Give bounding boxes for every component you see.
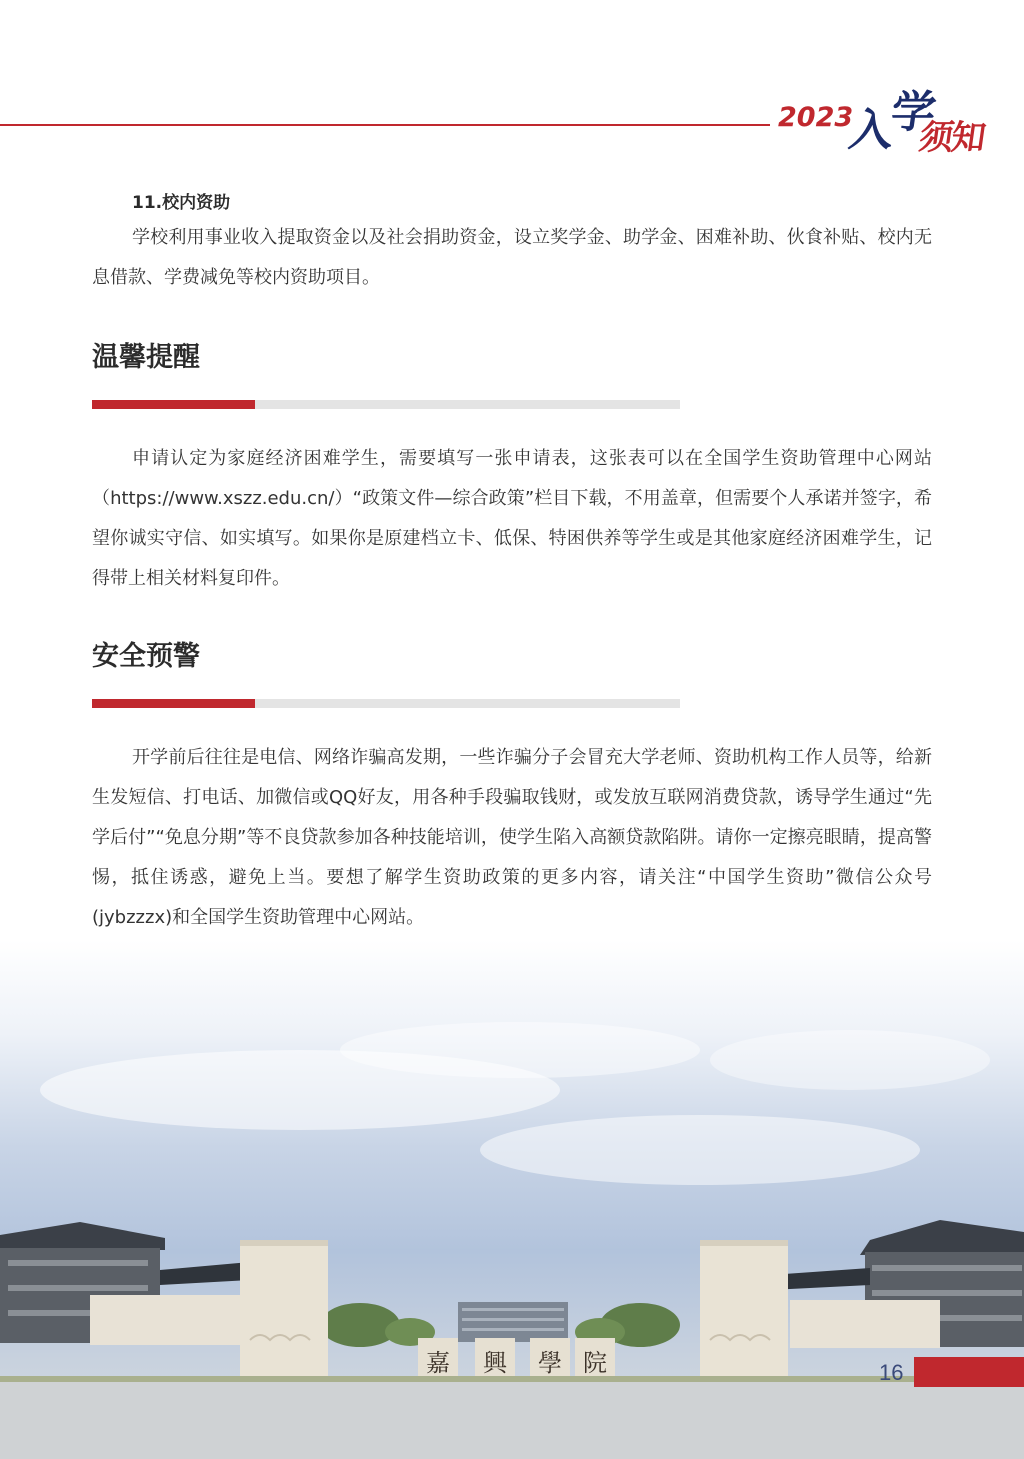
page-corner-block <box>914 1357 1024 1387</box>
header-title-ru: 入 <box>845 105 897 156</box>
gate-inscription-char-3: 學 <box>538 1349 562 1377</box>
gate-inscription-char-1: 嘉 <box>426 1349 450 1377</box>
paragraph-financial-aid: 学校利用事业收入提取资金以及社会捐助资金，设立奖学金、助学金、困难补助、伙食补贴、校内无息借款、学费减免等校内资助项目。 <box>92 227 932 288</box>
gate-inscription-char-2: 興 <box>483 1349 507 1377</box>
paragraph-warning: 开学前后往往是电信、网络诈骗高发期，一些诈骗分子会冒充大学老师、资助机构工作人员等，给新生发短信、打电话、加微信或QQ好友，用各种手段骗取钱财，或发放互联网消费贷款，诱导学生通过“先学后付”“免息分期”等不良贷款参加各种技能培训，使学生陷入高额贷款陷阱。请你一定擦亮眼睛，提高警惕，抵住诱惑，避免上当。要想了解学生资助政策的更多内容，请关注“中国学生资助”微信公众号(jybzzzx)和全国学生资助管理中心网站。 <box>92 747 932 928</box>
header-logo-title <box>845 76 1000 158</box>
section-divider-reminder <box>92 400 680 409</box>
section-divider-warning <box>92 699 680 708</box>
main-content <box>92 180 932 938</box>
campus-gate-illustration <box>0 940 1024 1459</box>
section-title-warning: 安全预警 <box>92 641 200 672</box>
page-number: 16 <box>879 1360 904 1385</box>
header-title-xue: 学 <box>887 87 939 138</box>
section-title-reminder: 温馨提醒 <box>92 342 200 373</box>
campus-gate-photo <box>0 940 1024 1459</box>
header-rule <box>0 124 770 126</box>
subsection-title-financial-aid: 11.校内资助 <box>132 193 231 213</box>
paragraph-reminder: 申请认定为家庭经济困难学生，需要填写一张申请表，这张表可以在全国学生资助管理中心网站（https://www.xszz.edu.cn/）“政策文件—综合政策”栏目下载，不用盖章，但需要个人承诺并签字，希望你诚实守信、如实填写。如果你是原建档立卡、低保、特困供养等学生或是其他家庭经济困难学生，记得带上相关材料复印件。 <box>92 448 932 589</box>
gate-inscription-char-4: 院 <box>583 1349 607 1377</box>
header-title-xuzhi: 须知 <box>916 118 987 158</box>
header-year: 2023 <box>778 102 854 133</box>
